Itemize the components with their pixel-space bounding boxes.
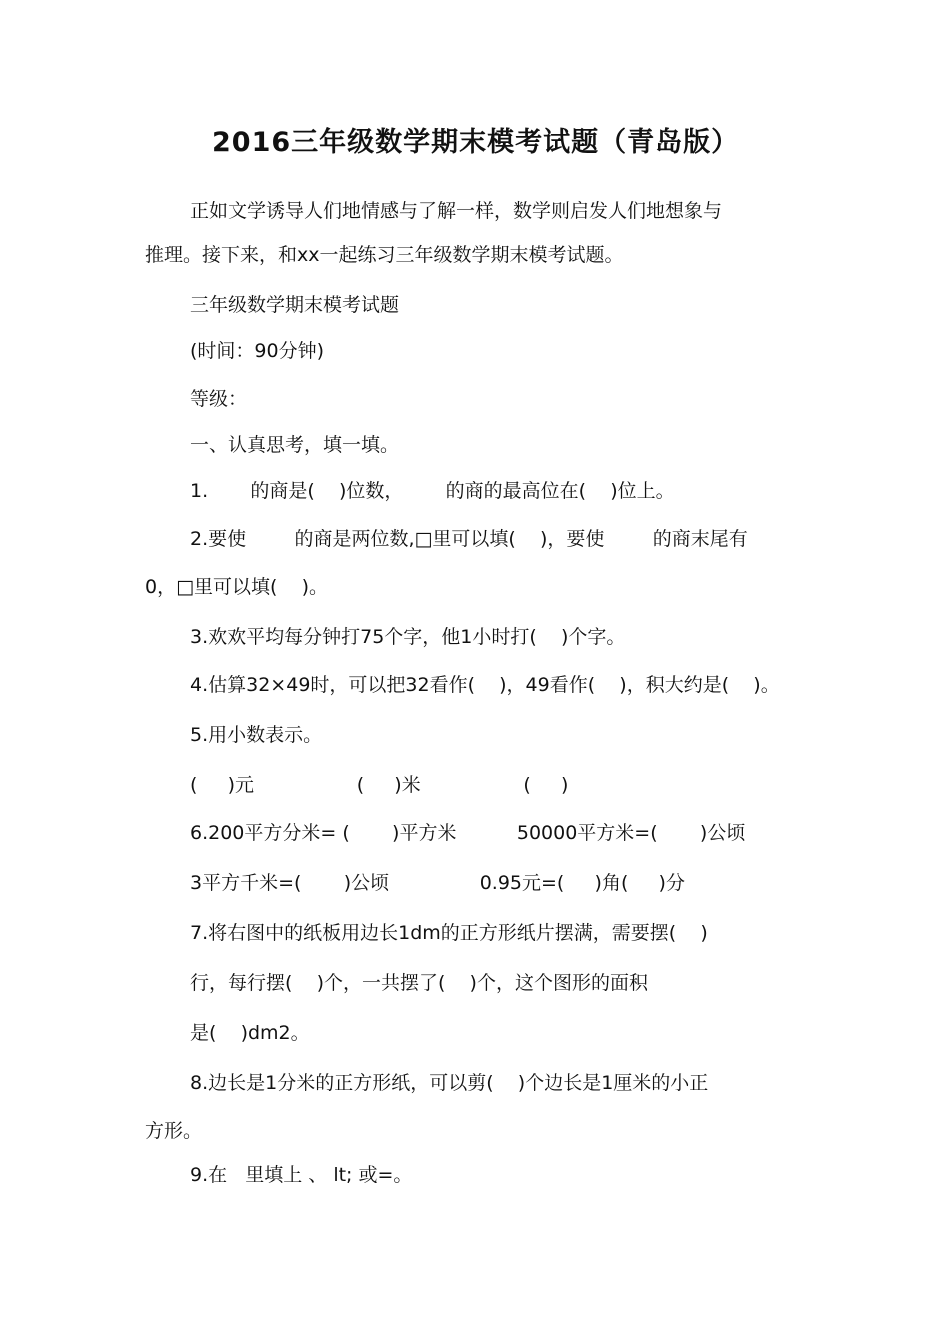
exam-grade: 等级： bbox=[190, 388, 248, 410]
question-6-line-1: 6.200平方分米= ( )平方米 50000平方米=( )公顷 bbox=[190, 822, 746, 844]
question-5-line-1: 5.用小数表示。 bbox=[190, 724, 323, 746]
question-3: 3.欢欢平均每分钟打75个字，他1小时打( )个字。 bbox=[190, 626, 626, 648]
question-5-line-2: ( )元 ( )米 ( ) bbox=[190, 774, 569, 796]
exam-subtitle: 三年级数学期末模考试题 bbox=[190, 294, 400, 316]
document-title: 2016三年级数学期末模考试题（青岛版） bbox=[212, 127, 740, 158]
question-1: 1. 的商是( )位数， 的商的最高位在( )位上。 bbox=[190, 480, 675, 502]
section-heading: 一、认真思考，填一填。 bbox=[190, 434, 400, 456]
question-2-line-1: 2.要使 的商是两位数,□里可以填( )，要使 的商末尾有 bbox=[190, 528, 748, 550]
intro-line-1: 正如文学诱导人们地情感与了解一样，数学则启发人们地想象与 bbox=[190, 200, 723, 222]
question-7-line-2: 行，每行摆( )个，一共摆了( )个，这个图形的面积 bbox=[190, 972, 648, 994]
question-7-line-1: 7.将右图中的纸板用边长1dm的正方形纸片摆满，需要摆( ) bbox=[190, 922, 708, 944]
question-9: 9.在 里填上 、 lt; 或=。 bbox=[190, 1164, 413, 1186]
question-7-line-3: 是( )dm2。 bbox=[190, 1022, 310, 1044]
intro-line-2: 推理。接下来，和xx一起练习三年级数学期末模考试题。 bbox=[145, 244, 624, 266]
exam-time: (时间：90分钟) bbox=[190, 340, 325, 362]
question-8-line-2: 方形。 bbox=[145, 1120, 203, 1142]
question-4: 4.估算32×49时，可以把32看作( )，49看作( )，积大约是( )。 bbox=[190, 674, 780, 696]
question-8-line-1: 8.边长是1分米的正方形纸，可以剪( )个边长是1厘米的小正 bbox=[190, 1072, 709, 1094]
question-2-line-2: 0，□里可以填( )。 bbox=[145, 576, 329, 598]
question-6-line-2: 3平方千米=( )公顷 0.95元=( )角( )分 bbox=[190, 872, 685, 894]
